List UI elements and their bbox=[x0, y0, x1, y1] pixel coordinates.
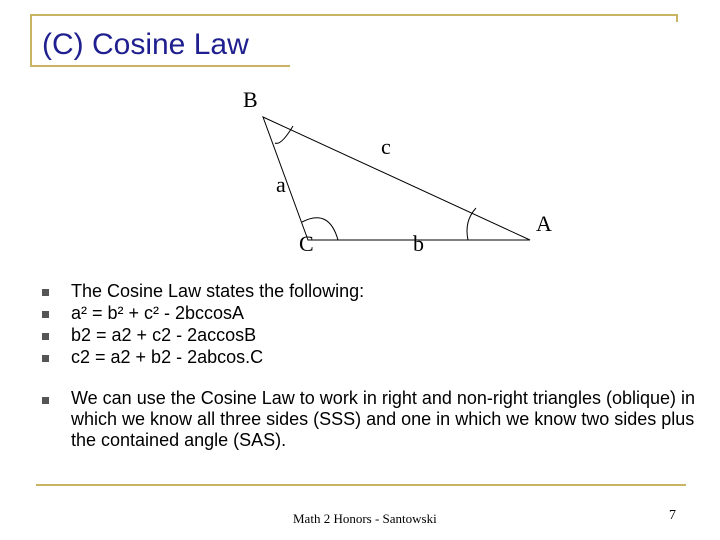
bullet-text: c2 = a2 + b2 - 2abcos.C bbox=[71, 347, 264, 367]
vertex-label-C: C bbox=[299, 231, 314, 256]
bullet-list bbox=[40, 280, 700, 451]
bullet-item bbox=[40, 324, 700, 346]
bullet-item bbox=[40, 302, 700, 324]
bullet-text: We can use the Cosine Law to work in right and non-right triangles (oblique) in which we know all three sides (SSS) and one in which we know two sides plus the contained angle (SAS). bbox=[71, 388, 696, 450]
footer-text: Math 2 Honors - Santowski bbox=[293, 511, 437, 526]
bullet-marker bbox=[42, 311, 49, 318]
bullet-item bbox=[40, 388, 700, 451]
bullet-text: b2 = a2 + c2 - 2accosB bbox=[71, 325, 257, 345]
side-label-b: b bbox=[413, 231, 424, 256]
slide-title: (C) Cosine Law bbox=[42, 28, 249, 61]
bullet-marker bbox=[42, 355, 49, 362]
bullet-marker bbox=[42, 333, 49, 340]
bullet-text: a² = b² + c² - 2bccosA bbox=[71, 303, 245, 323]
side-label-c: c bbox=[381, 134, 391, 159]
vertex-label-B: B bbox=[243, 87, 258, 112]
bullet-item bbox=[40, 346, 700, 368]
page-number: 7 bbox=[669, 508, 676, 523]
bullet-marker bbox=[42, 397, 49, 404]
bullet-marker bbox=[42, 289, 49, 296]
side-label-a: a bbox=[276, 172, 286, 197]
angle-arc-B bbox=[275, 126, 293, 143]
footer-line bbox=[36, 484, 686, 486]
vertex-label-A: A bbox=[536, 211, 552, 236]
bullet-text: The Cosine Law states the following: bbox=[71, 281, 365, 301]
bullet-item bbox=[40, 280, 700, 302]
